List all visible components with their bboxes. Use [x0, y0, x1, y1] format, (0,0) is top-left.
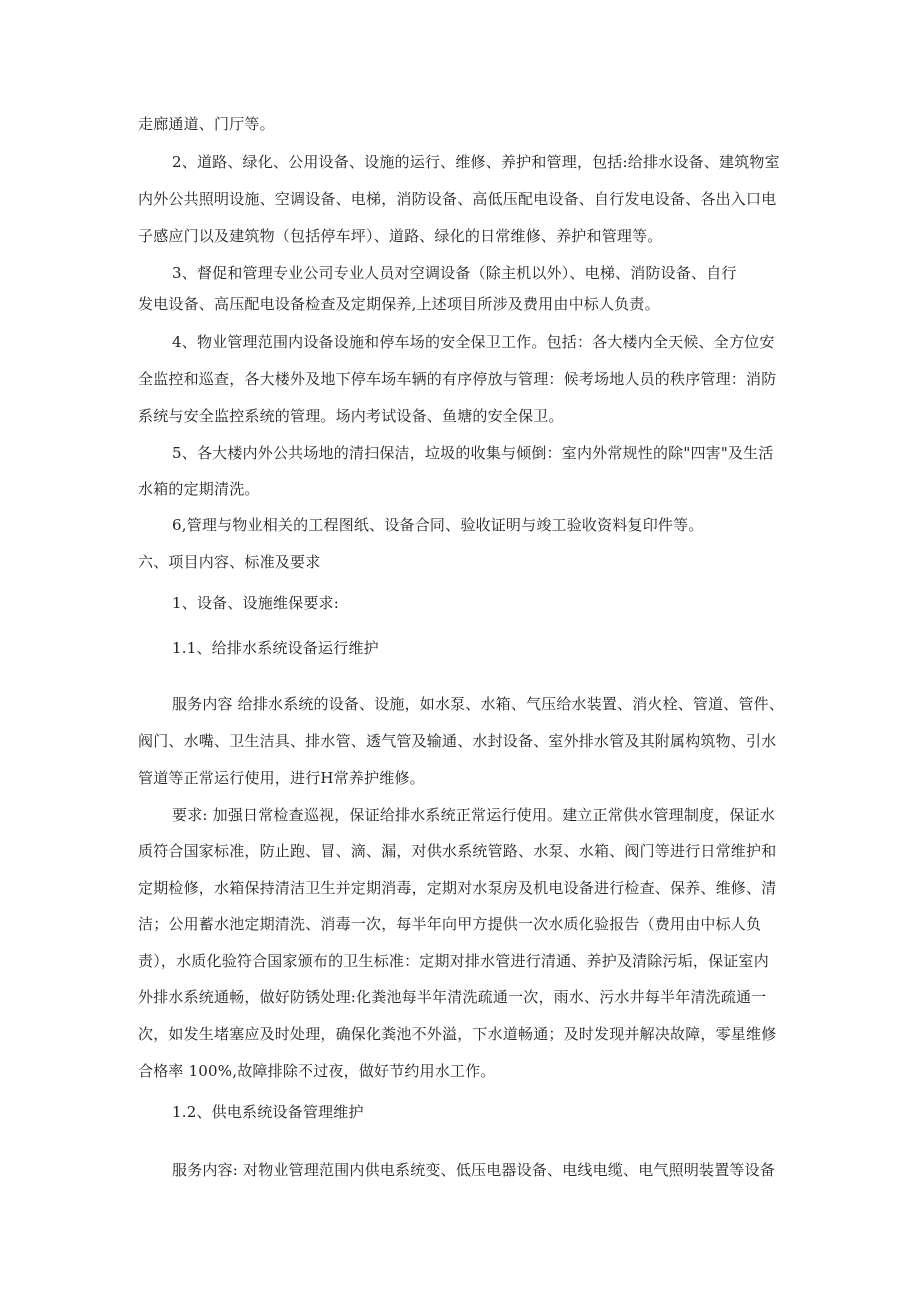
paragraph-line: 服务内容 给排水系统的设备、设施，如水泵、水箱、气压给水装置、消火栓、管道、管件、 — [172, 695, 785, 713]
subsection-heading: 1.2、供电系统设备管理维护 — [172, 1103, 364, 1121]
paragraph-line: 子感应门以及建筑物（包括停车坪）、道路、绿化的日常维修、养护和管理等。 — [138, 227, 663, 245]
paragraph-line: 4、物业管理范围内设备设施和停车场的安全保卫工作。包括：各大楼内全天候、全方位安 — [172, 333, 775, 351]
paragraph-line: 6,管理与物业相关的工程图纸、设备合同、验收证明与竣工验收资料复印件等。 — [172, 516, 704, 534]
paragraph-line: 次，如发生堵塞应及时处理，确保化粪池不外溢，下水道畅通；及时发现并解决故障，零星维修 — [138, 1025, 777, 1043]
paragraph-line: 定期检修，水箱保持清洁卫生并定期消毒，定期对水泵房及机电设备进行检查、保养、维修、清 — [138, 879, 777, 897]
paragraph-line: 阀门、水嘴、卫生洁具、排水管、透气管及输通、水封设备、室外排水管及其附属构筑物、引水 — [138, 732, 777, 750]
section-heading: 六、项目内容、标准及要求 — [138, 553, 321, 571]
paragraph-line: 走廊通道、门厅等。 — [138, 115, 275, 133]
paragraph-line: 责），水质化验符合国家颁布的卫生标准：定期对排水管进行清通、养护及清除污垢，保证室内 — [138, 952, 769, 970]
paragraph-line: 合格率 100%,故障排除不过夜，做好节约用水工作。 — [138, 1062, 496, 1080]
paragraph-line: 内外公共照明设施、空调设备、电梯，消防设备、高低压配电设备、自行发电设备、各出入口电 — [138, 190, 777, 208]
subsection-heading: 1.1、给排水系统设备运行维护 — [172, 639, 379, 657]
paragraph-line: 要求: 加强日常检查巡视，保证给排水系统正常运行使用。建立正常供水管理制度，保证水 — [172, 806, 776, 824]
paragraph-line: 发电设备、高压配电设备检查及定期保养,上述项目所涉及费用由中标人负责。 — [138, 295, 660, 313]
paragraph-line: 质符合国家标准，防止跑、冒、滴、漏，对供水系统管路、水泵、水箱、阀门等进行日常维护和 — [138, 842, 777, 860]
paragraph-line: 2、道路、绿化、公用设备、设施的运行、维修、养护和管理，包括:给排水设备、建筑物室 — [172, 153, 780, 171]
paragraph-line: 3、督促和管理专业公司专业人员对空调设备（除主机以外）、电梯、消防设备、自行 — [172, 264, 737, 282]
paragraph-line: 洁；公用蓄水池定期清洗、消毒一次，每半年向甲方提供一次水质化验报告（费用由中标人负 — [138, 915, 762, 933]
paragraph-line: 全监控和巡查，各大楼外及地下停车场车辆的有序停放与管理：候考场地人员的秩序管理：消防 — [138, 370, 777, 388]
subsection-heading: 1、设备、设施维保要求: — [172, 594, 339, 612]
paragraph-line: 管道等正常运行使用，进行H常养护维修。 — [138, 769, 425, 787]
paragraph-line: 水箱的定期清洗。 — [138, 480, 260, 498]
paragraph-line: 5、各大楼内外公共场地的清扫保洁，垃圾的收集与倾倒：室内外常规性的除"四害"及生活 — [172, 444, 774, 462]
paragraph-line: 服务内容: 对物业管理范围内供电系统变、低压电器设备、电线电缆、电气照明装置等设备 — [172, 1161, 776, 1179]
paragraph-line: 系统与安全监控系统的管理。场内考试设备、鱼塘的安全保卫。 — [138, 407, 564, 425]
paragraph-line: 外排水系统通畅，做好防锈处理:化粪池每半年清洗疏通一次，雨水、污水井每半年清洗疏通一 — [138, 988, 767, 1006]
